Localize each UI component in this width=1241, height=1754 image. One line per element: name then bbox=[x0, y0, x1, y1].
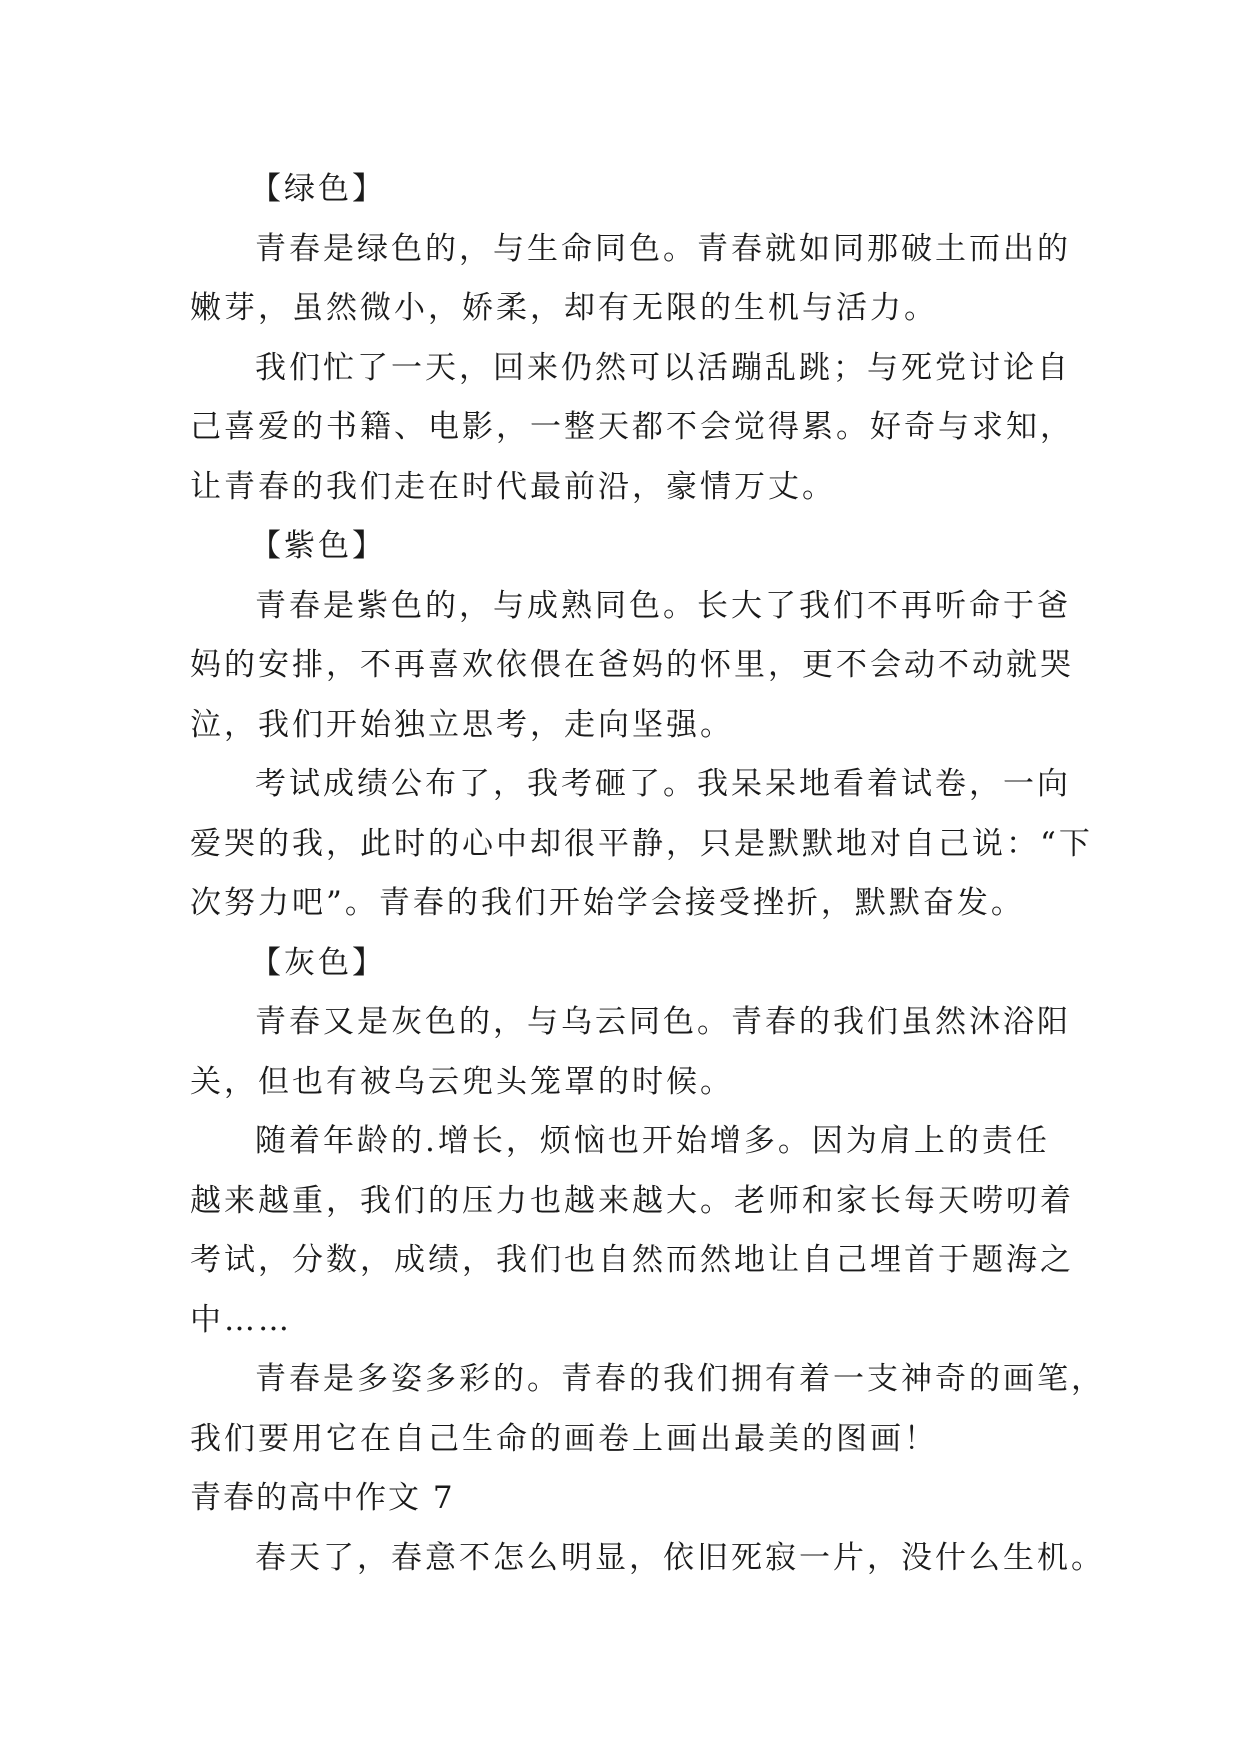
paragraph-line: 考试成绩公布了，我考砸了。我呆呆地看着试卷，一向 bbox=[255, 766, 1071, 802]
paragraph-line: 青春是多姿多彩的。青春的我们拥有着一支神奇的画笔， bbox=[255, 1361, 1105, 1397]
paragraph-line: 嫩芽，虽然微小，娇柔，却有无限的生机与活力。 bbox=[190, 290, 938, 326]
paragraph-line: 爱哭的我，此时的心中却很平静，只是默默地对自己说：“下 bbox=[190, 825, 1093, 862]
paragraph-line: 次努力吧”。青春的我们开始学会接受挫折，默默奋发。 bbox=[190, 885, 1025, 921]
section-heading-gray: 【灰色】 bbox=[250, 944, 386, 981]
paragraph-line: 越来越重，我们的压力也越来越大。老师和家长每天唠叨着 bbox=[190, 1182, 1074, 1219]
paragraph-line: 我们忙了一天，回来仍然可以活蹦乱跳；与死党讨论自 bbox=[255, 349, 1071, 386]
section-heading-purple: 【紫色】 bbox=[250, 528, 386, 564]
paragraph-line: 关，但也有被乌云兜头笼罩的时候。 bbox=[190, 1063, 734, 1100]
paragraph-line: 春天了，春意不怎么明显，依旧死寂一片，没什么生机。 bbox=[255, 1539, 1105, 1576]
paragraph-line: 青春是紫色的，与成熟同色。长大了我们不再听命于爸 bbox=[255, 587, 1071, 624]
paragraph-line: 青春是绿色的，与生命同色。青春就如同那破土而出的 bbox=[255, 230, 1071, 267]
essay-title: 青春的高中作文 7 bbox=[190, 1480, 455, 1516]
paragraph-line: 泣，我们开始独立思考，走向坚强。 bbox=[190, 706, 734, 743]
paragraph-line: 我们要用它在自己生命的画卷上画出最美的图画！ bbox=[190, 1420, 938, 1457]
paragraph-line: 让青春的我们走在时代最前沿，豪情万丈。 bbox=[190, 468, 836, 505]
paragraph-line: 妈的安排，不再喜欢依偎在爸妈的怀里，更不会动不动就哭 bbox=[190, 647, 1074, 683]
section-heading-green: 【绿色】 bbox=[250, 171, 386, 207]
paragraph-line: 中…… bbox=[190, 1301, 292, 1338]
document-body bbox=[190, 160, 1105, 1588]
paragraph-line: 考试，分数，成绩，我们也自然而然地让自己埋首于题海之 bbox=[190, 1242, 1074, 1278]
paragraph-line: 己喜爱的书籍、电影，一整天都不会觉得累。好奇与求知， bbox=[190, 409, 1074, 445]
paragraph-line: 随着年龄的.增长，烦恼也开始增多。因为肩上的责任 bbox=[255, 1123, 1050, 1159]
paragraph-line: 青春又是灰色的，与乌云同色。青春的我们虽然沐浴阳 bbox=[255, 1004, 1071, 1040]
